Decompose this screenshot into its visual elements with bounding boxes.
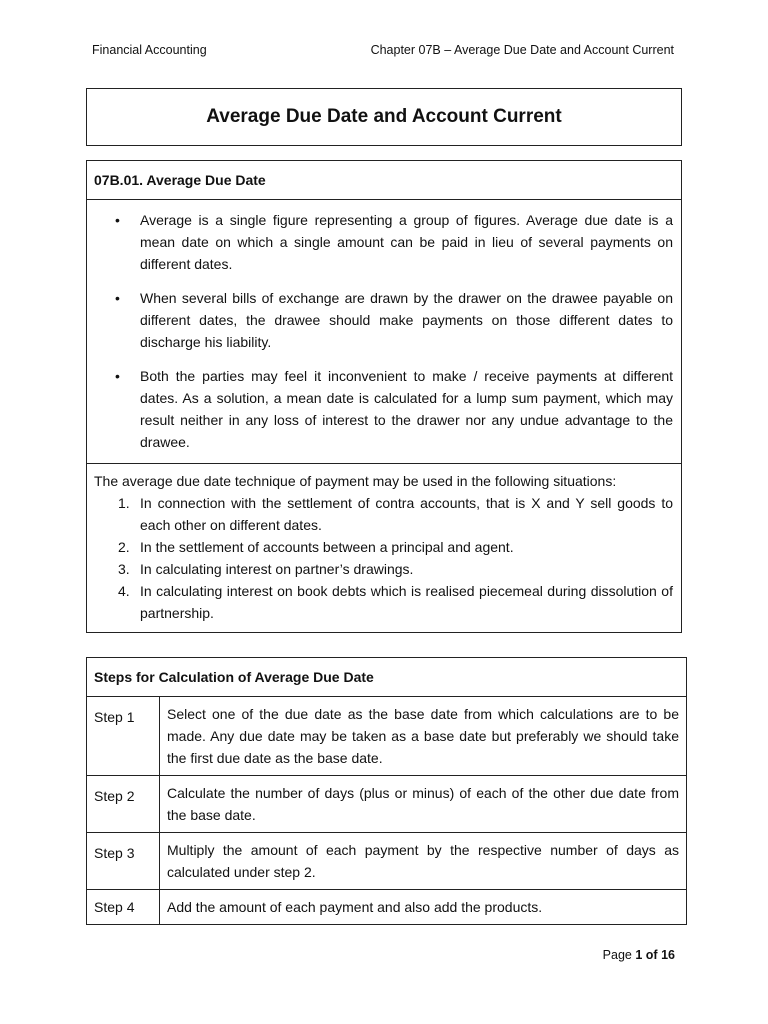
list-item xyxy=(94,492,673,536)
bullet-list xyxy=(87,200,681,464)
bullet-item xyxy=(87,209,673,275)
step-label: Step 2 xyxy=(87,776,160,833)
list-item xyxy=(94,580,673,624)
bullet-icon: • xyxy=(115,290,120,306)
bullet-icon: • xyxy=(115,212,120,228)
step-text: Multiply the amount of each payment by the respective number of days as calculated under step 2. xyxy=(160,833,687,890)
steps-table xyxy=(86,657,687,925)
document-title: Average Due Date and Account Current xyxy=(86,88,682,146)
bullet-item xyxy=(87,365,673,453)
bullet-text: Both the parties may feel it inconvenient to make / receive payments at different dates. As a solution, a mean date is calculated for a lump sum payment, which may result neither in any loss of interest to the drawer nor any undue advantage to the drawee. xyxy=(140,368,673,450)
steps-table-heading: Steps for Calculation of Average Due Date xyxy=(87,658,687,697)
table-row xyxy=(87,697,687,776)
running-header-right: Chapter 07B – Average Due Date and Account Current xyxy=(370,43,674,57)
list-number: 4. xyxy=(118,583,130,599)
list-text: In calculating interest on book debts which is realised piecemeal during dissolution of partnership. xyxy=(140,583,673,621)
list-item xyxy=(94,536,673,558)
page-word: Page xyxy=(602,948,632,962)
table-row xyxy=(87,890,687,925)
step-label: Step 4 xyxy=(87,890,160,925)
list-item xyxy=(94,558,673,580)
step-text: Select one of the due date as the base date from which calculations are to be made. Any due date may be taken as a base date but preferably we should take the first due date as the base date. xyxy=(160,697,687,776)
situations-list xyxy=(94,492,673,624)
list-number: 3. xyxy=(118,561,130,577)
step-text: Add the amount of each payment and also add the products. xyxy=(160,890,687,925)
section-heading: 07B.01. Average Due Date xyxy=(87,161,681,200)
list-text: In the settlement of accounts between a principal and agent. xyxy=(140,539,514,555)
bullet-text: Average is a single figure representing a group of figures. Average due date is a mean date on which a single amount can be paid in lieu of several payments on different dates. xyxy=(140,212,673,272)
steps-header-row xyxy=(87,658,687,697)
running-header-left: Financial Accounting xyxy=(92,43,207,57)
step-label: Step 3 xyxy=(87,833,160,890)
step-text: Calculate the number of days (plus or minus) of each of the other due date from the base date. xyxy=(160,776,687,833)
bullet-item xyxy=(87,287,673,353)
table-row xyxy=(87,776,687,833)
situations-block xyxy=(87,464,681,632)
list-text: In connection with the settlement of contra accounts, that is X and Y sell goods to each other on different dates. xyxy=(140,495,673,533)
bullet-text: When several bills of exchange are drawn by the drawer on the drawee payable on different dates, the drawee should make payments on those different dates to discharge his liability. xyxy=(140,290,673,350)
table-row xyxy=(87,833,687,890)
list-number: 1. xyxy=(118,495,130,511)
page-number xyxy=(603,948,675,962)
total-pages: 16 xyxy=(661,948,675,962)
bullet-icon: • xyxy=(115,368,120,384)
step-label: Step 1 xyxy=(87,697,160,776)
situations-intro: The average due date technique of payment may be used in the following situations: xyxy=(94,473,617,489)
average-due-date-section xyxy=(86,160,682,633)
list-text: In calculating interest on partner’s drawings. xyxy=(140,561,414,577)
current-page: 1 xyxy=(635,948,643,962)
of-word: of xyxy=(645,948,658,962)
list-number: 2. xyxy=(118,539,130,555)
